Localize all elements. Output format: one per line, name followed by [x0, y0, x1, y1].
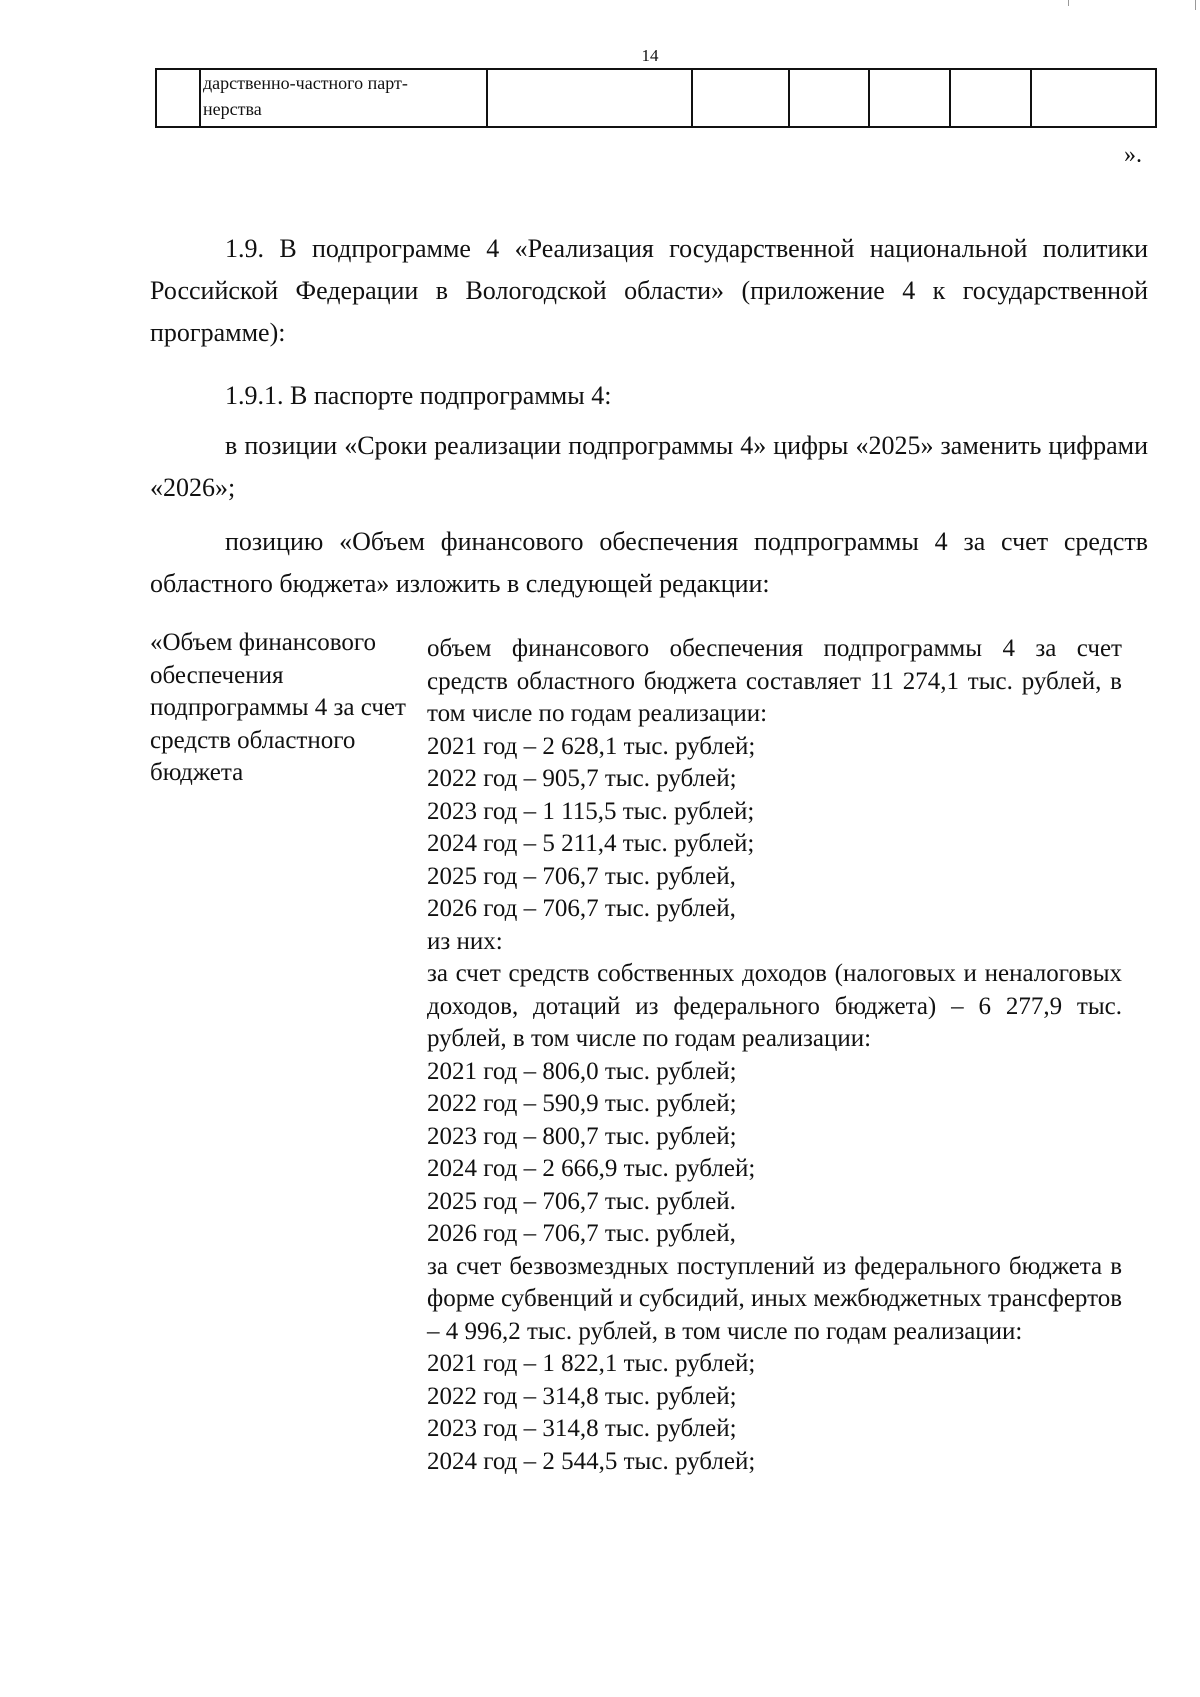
paragraph-1-9-1: 1.9.1. В паспорте подпрограммы 4:	[225, 381, 612, 410]
table-cell	[692, 69, 789, 127]
table-cell	[200, 69, 487, 127]
list-item: 2025 год – 706,7 тыс. рублей.	[427, 1187, 736, 1215]
list-item: 2026 год – 706,7 тыс. рублей,	[427, 1220, 736, 1247]
list-item: 2025 год – 706,7 тыс. рублей,	[427, 862, 736, 890]
list-item: 2023 год – 1 115,5 тыс. рублей;	[427, 797, 755, 825]
list-item: 2026 год – 706,7 тыс. рублей,	[427, 895, 736, 922]
list-item: 2021 год – 1 822,1 тыс. рублей;	[427, 1350, 756, 1377]
paragraph-1-9: 1.9. В подпрограмме 4 «Реализация государственной национальной политики Российской Федерации в Вологодской области» (приложение 4 к государственной программе):	[150, 234, 1148, 347]
list-item: 2024 год – 2 666,9 тыс. рублей;	[427, 1155, 756, 1182]
table-cell	[487, 69, 692, 127]
table-cell	[789, 69, 869, 127]
table-fragment	[155, 68, 1157, 128]
list-item: 2023 год – 800,7 тыс. рублей;	[427, 1122, 737, 1150]
years-federal-list	[427, 1348, 1122, 1478]
of-them-label: из них:	[427, 927, 503, 955]
list-item: 2022 год – 905,7 тыс. рублей;	[427, 765, 737, 792]
funding-intro: объем финансового обеспечения подпрограммы 4 за счет средств областного бюджета составляет 11 274,1 тыс. рублей, в том числе по годам реализации:	[427, 635, 1122, 727]
scan-edge-mark	[1068, 0, 1069, 6]
table-cell	[156, 69, 200, 127]
list-item: 2021 год – 2 628,1 тыс. рублей;	[427, 732, 756, 760]
position-content	[427, 633, 1122, 1478]
list-item: 2022 год – 314,8 тыс. рублей;	[427, 1382, 737, 1410]
table-cell-line: дарственно-частного парт-	[203, 73, 408, 93]
table-cell	[950, 69, 1031, 127]
list-item: 2024 год – 5 211,4 тыс. рублей;	[427, 830, 755, 857]
list-item: 2021 год – 806,0 тыс. рублей;	[427, 1057, 737, 1085]
table-cell	[869, 69, 950, 127]
table-row	[156, 69, 1156, 127]
table-cell-text	[201, 70, 486, 122]
paragraph-obem: позицию «Объем финансового обеспечения подпрограммы 4 за счет средств областного бюджета» изложить в следующей редакции:	[150, 527, 1148, 598]
closing-quote: ».	[1124, 142, 1142, 168]
table-cell-line: нерства	[203, 99, 262, 119]
own-income-text: за счет средств собственных доходов (налоговых и неналоговых доходов, дотаций из федерального бюджета) – 6 277,9 тыс. рублей, в том числе по годам реализации:	[427, 960, 1122, 1052]
paragraph-sroki: в позиции «Сроки реализации подпрограммы 4» цифры «2025» заменить цифрами «2026»;	[150, 431, 1148, 502]
page-number: 14	[641, 46, 659, 65]
list-item: 2022 год – 590,9 тыс. рублей;	[427, 1090, 737, 1117]
scan-edge-mark	[1195, 0, 1196, 10]
list-item: 2023 год – 314,8 тыс. рублей;	[427, 1415, 737, 1442]
position-label: «Объем финансового обеспечения подпрограммы 4 за счет средств областного бюджета	[150, 629, 406, 786]
years-total-list	[427, 731, 1122, 926]
list-item: 2024 год – 2 544,5 тыс. рублей;	[427, 1447, 756, 1475]
table-cell	[1031, 69, 1156, 127]
years-own-list	[427, 1056, 1122, 1251]
federal-text: за счет безвозмездных поступлений из федерального бюджета в форме субвенций и субсидий, иных межбюджетных трансфертов – 4 996,2 тыс. рублей, в том числе по годам реализации:	[427, 1252, 1122, 1345]
